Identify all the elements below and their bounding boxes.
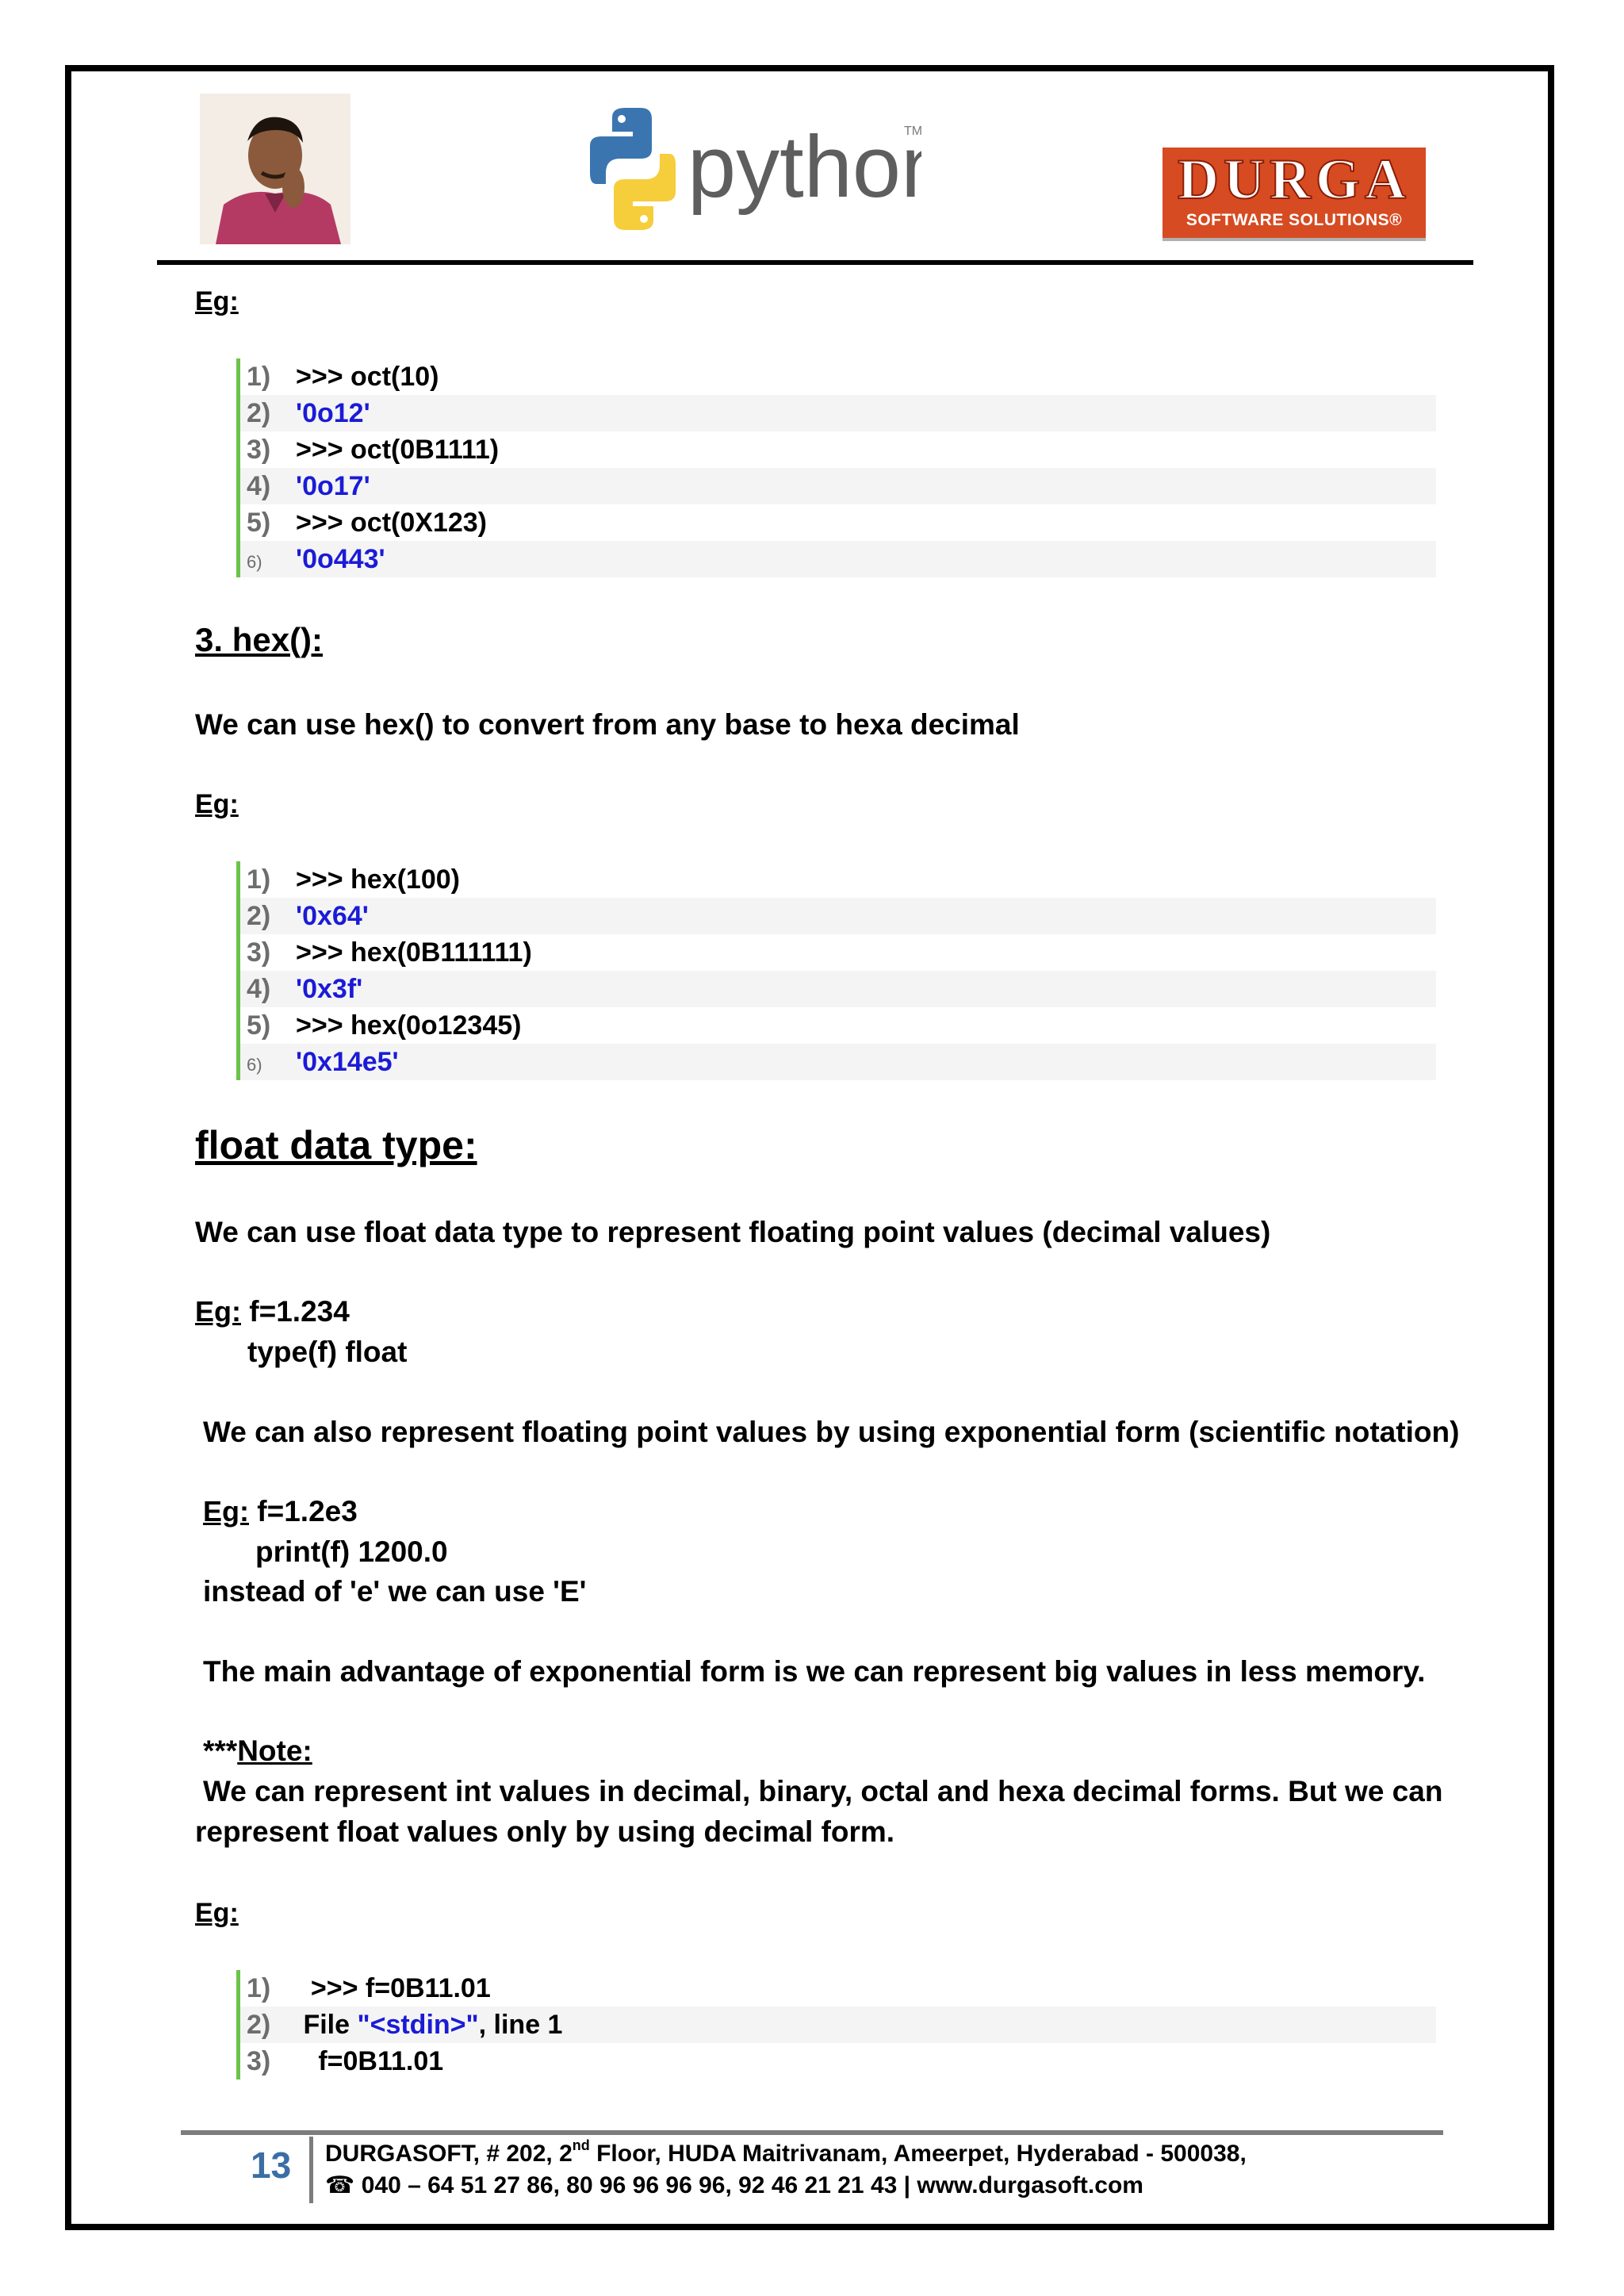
phone-icon: ☎ [325,2172,355,2198]
code-text: '0x64' [296,901,369,931]
code-text: File "<stdin>", line 1 [296,2010,563,2040]
heading-hex: 3. hex(): [195,621,324,658]
exponential-description: We can also represent floating point values by using exponential form (scientific notation) [203,1416,1460,1448]
code-text: f=0B11.01 [296,2046,444,2076]
python-logo [588,102,921,244]
float-example-2: Eg: f=1.2e3 [203,1495,358,1527]
line-number: 5) [247,508,271,538]
line-number: 5) [247,1010,271,1041]
code-line [240,431,1436,468]
example-label: Eg: [195,1898,239,1928]
code-line [240,395,1436,431]
exponential-advantage: The main advantage of exponential form is we can represent big values in less memory. [203,1655,1426,1688]
python-snake-icon [590,108,676,230]
float-example-1-type: type(f) float [247,1336,408,1368]
code-text: >>> f=0B11.01 [296,1973,491,2003]
note-line-2: represent float values only by using decimal form. [195,1815,895,1848]
line-number: 2) [247,901,271,931]
float-example-2-print: print(f) 1200.0 [255,1535,448,1568]
code-line [240,504,1436,541]
code-text: >>> hex(0B111111) [296,937,532,968]
code-line [240,1007,1436,1044]
code-text: '0x14e5' [296,1047,399,1077]
line-number: 1) [247,362,271,392]
code-text: >>> oct(10) [296,362,439,392]
footer-separator [309,2137,313,2203]
code-text: >>> hex(0o12345) [296,1010,522,1041]
example-label: Eg: [195,286,239,316]
float-description: We can use float data type to represent floating point values (decimal values) [195,1216,1271,1248]
line-number: 4) [247,974,271,1004]
float-example-1: Eg: f=1.234 [195,1295,350,1328]
heading-float: float data type: [195,1123,477,1167]
line-number: 4) [247,471,271,501]
note-line-1: We can represent int values in decimal, binary, octal and hexa decimal forms. But we can [203,1775,1443,1807]
code-line [240,1044,1436,1080]
code-line [240,468,1436,504]
footer-rule [181,2130,1443,2135]
code-line [240,898,1436,934]
footer-address: DURGASOFT, # 202, 2nd Floor, HUDA Maitrivanam, Ameerpet, Hyderabad - 500038, [325,2137,1247,2167]
code-block-oct [236,358,1436,577]
line-number: 3) [247,2046,271,2076]
code-line [240,2043,1436,2079]
line-number: 3) [247,937,271,968]
brand-subtitle: SOFTWARE SOLUTIONS® [1185,211,1403,229]
code-text: >>> oct(0B1111) [296,435,500,465]
durga-logo [1162,148,1426,241]
code-text: '0o12' [296,398,370,428]
code-text: '0o17' [296,471,370,501]
footer-contact: ☎ 040 – 64 51 27 86, 80 96 96 96 96, 92 46 21 21 43 | www.durgasoft.com [325,2172,1143,2198]
code-line [240,934,1436,971]
example-label: Eg: [195,789,239,819]
code-text: >>> hex(100) [296,864,460,895]
line-number: 6) [247,1055,262,1075]
svg-text:python: pytho [688,118,902,216]
page-number: 13 [251,2145,292,2186]
code-text: >>> oct(0X123) [296,508,487,538]
code-line [240,1970,1436,2007]
code-line [240,971,1436,1007]
note-heading: ***Note: [203,1734,312,1767]
line-number: 1) [247,1973,271,2003]
author-photo [200,94,350,244]
svg-text:TM: TM [904,125,921,138]
code-line [240,358,1436,395]
code-line [240,541,1436,577]
code-line [240,861,1436,898]
header-rule [157,260,1473,265]
code-block-hex [236,861,1436,1080]
brand-name: DURGA [1178,148,1411,211]
float-example-2-note: instead of 'e' we can use 'E' [203,1575,587,1608]
hex-description: We can use hex() to convert from any base to hexa decimal [195,708,1020,741]
line-number: 1) [247,864,271,895]
line-number: 2) [247,398,271,428]
line-number: 3) [247,435,271,465]
code-text: '0x3f' [296,974,363,1004]
code-text: '0o443' [296,544,385,574]
code-line [240,2007,1436,2043]
line-number: 6) [247,552,262,572]
line-number: 2) [247,2010,271,2040]
code-block-float-error [236,1970,1436,2079]
